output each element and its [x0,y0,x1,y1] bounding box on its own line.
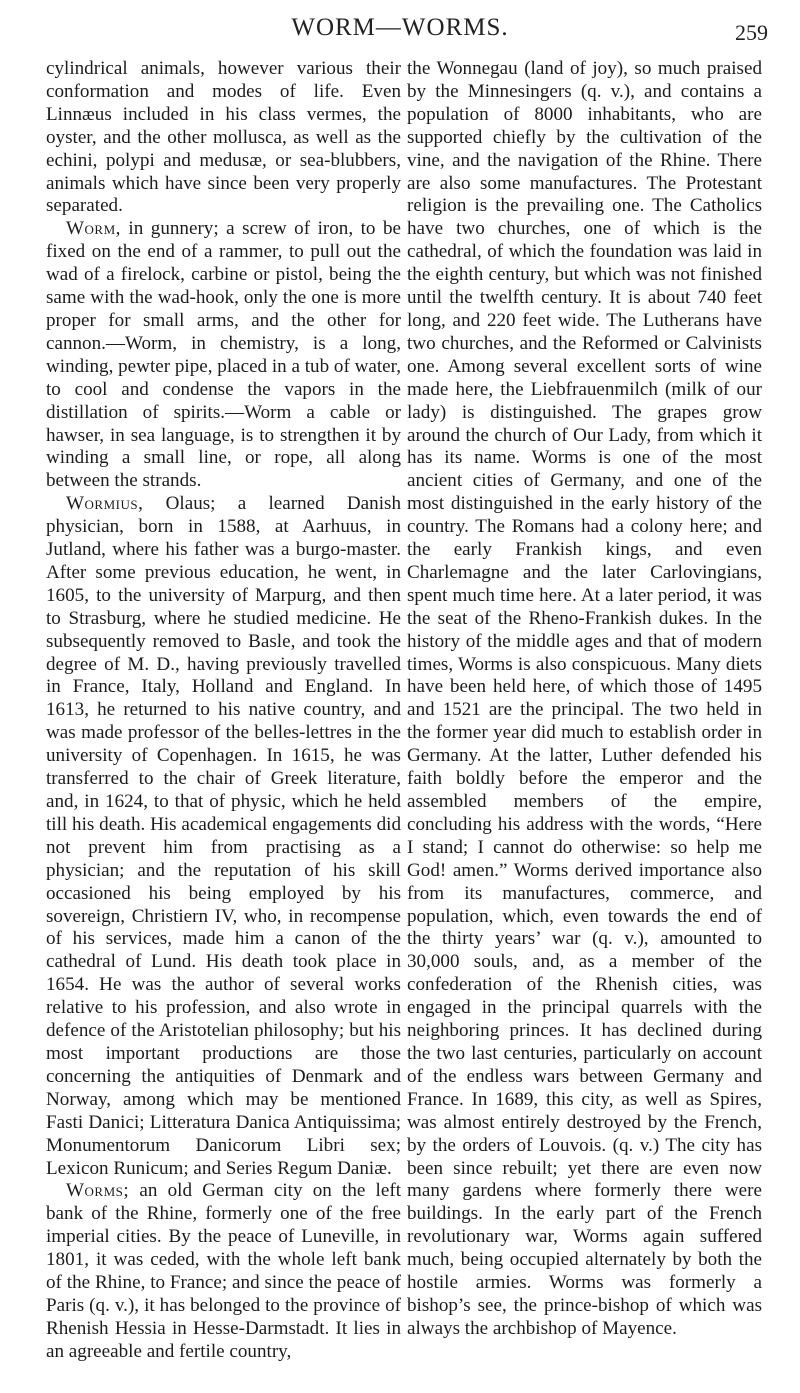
paragraph-worms-continued: the Wonnegau (land of joy), so much praised by the Minnesingers (q. v.), and contains a population of 8000 inhabitants, who are supported chiefly by the cultivation of the vine, and the navigation of the Rhine. There are also some manufactures. The Protestant religion is the prevailing one. The Catholics have two churches, one of which is the cathedral, of which the foundation was laid in the eighth century, but which was not finished until the twelfth century. It is about 740 feet long, and 220 feet wide. The Lutherans have two churches, and the Reformed or Calvinists one. Among several excellent sorts of wine made here, the Liebfrauenmilch (milk of our lady) is distinguished. The grapes grow around the church of Our Lady, from which it has its name. Worms is one of the most ancient cities of Germany, and one of the most distinguished in the early history of the country. The Romans had a colony here; and the early Frankish kings, and even Charlemagne and the later Carlovingians, spent much time here. At a later period, it was the seat of the Rheno-Frankish dukes. In the history of the middle ages and that of modern times, Worms is also conspicuous. Many diets have been held here, of which those of 1495 and 1521 are the principal. The two held in the former year did much to establish order in Germany. At the latter, Luther defended his faith boldly before the emperor and the assembled members of the empire, concluding his address with the words, “Here I stand; I cannot do otherwise: so help me God! amen.” Worms derived importance also from its manufactures, commerce, and population, which, even towards the end of the thirty years’ war (q. v.), amounted to 30,000 souls, and, as a member of the confederation of the Rhenish cities, was engaged in the principal quarrels with the neighboring princes. It has declined during the two last centuries, particularly on account of the endless wars between Germany and France. In 1689, this city, as well as Spires, was almost entirely destroyed by the French, by the orders of Louvois. (q. v.) The city has been since rebuilt; yet there are even now many gardens where formerly there were buildings. In the early part of the French revolutionary war, Worms again suffered much, being occupied alternately by both the hostile armies. Worms was formerly a bishop’s see, the prince-bishop of which was always the archbishop of Mayence. [407,58,762,1339]
entry-worms [46,1180,401,1363]
running-head: WORM—WORMS. [291,14,509,41]
entry-worm [46,218,401,493]
entry-text: an old German city on the left bank of the Rhine, formerly one of the free imperial cities. By the peace of Luneville, in 1801, it was ceded, with the whole left bank of the Rhine, to France; and since the peace of Paris (q. v.), it has belonged to the province of Rhenish Hessia in Hesse-Darmstadt. It lies in an agreeable and fertile country, [46,1180,401,1362]
entry-wormius [46,493,401,1180]
paragraph-vermes: cylindrical animals, however various their conformation and modes of life. Even Linnæus included in his class vermes, the oyster, and the other mollusca, as well as the echini, polypi and medusæ, or sea-blubbers, animals which have since been very properly separated. [46,58,401,217]
left-column [46,58,401,1364]
entry-headword: Worms; [66,1180,130,1202]
entry-text: Olaus; a learned Danish physician, born in 1588, at Aarhuus, in Jutland, where his father was a burgo-master. After some previous education, he went, in 1605, to the university of Marpurg, and then to Strasburg, where he studied medicine. He subsequently removed to Basle, and took the degree of M. D., having previously travelled in France, Italy, Holland and England. In 1613, he returned to his native country, and was made professor of the belles-lettres in the university of Copenhagen. In 1615, he was transferred to the chair of Greek literature, and, in 1624, to that of physic, which he held till his death. His academical engagements did not prevent him from practising as a physician; and the reputation of his skill occasioned his being employed by his sovereign, Christiern IV, who, in recompense of his services, made him a canon of the cathedral of Lund. His death took place in 1654. He was the author of several works relative to his profession, and also wrote in defence of the Aristotelian philosophy; but his most important productions are those concerning the antiquities of Denmark and Norway, among which may be mentioned Fasti Danici; Litteratura Danica Antiquissima; Monumentorum Danicorum Libri sex; Lexicon Runicum; and Series Regum Daniæ. [46,493,401,1179]
page-header [0,14,800,54]
entry-text: in gunnery; a screw of iron, to be fixed on the end of a rammer, to pull out the wad of a firelock, carbine or pistol, being the same with the wad-hook, only the one is more proper for small arms, and the other for cannon.—Worm, in chemistry, is a long, winding, pewter pipe, placed in a tub of water, to cool and condense the vapors in the distillation of spirits.—Worm a cable or hawser, in sea language, is to strengthen it by winding a small line, or rope, all along between the strands. [46,218,402,492]
entry-headword: Wormius, [66,493,144,515]
entry-headword: Worm, [66,218,121,240]
page-number: 259 [735,20,768,45]
right-column [407,58,762,1341]
